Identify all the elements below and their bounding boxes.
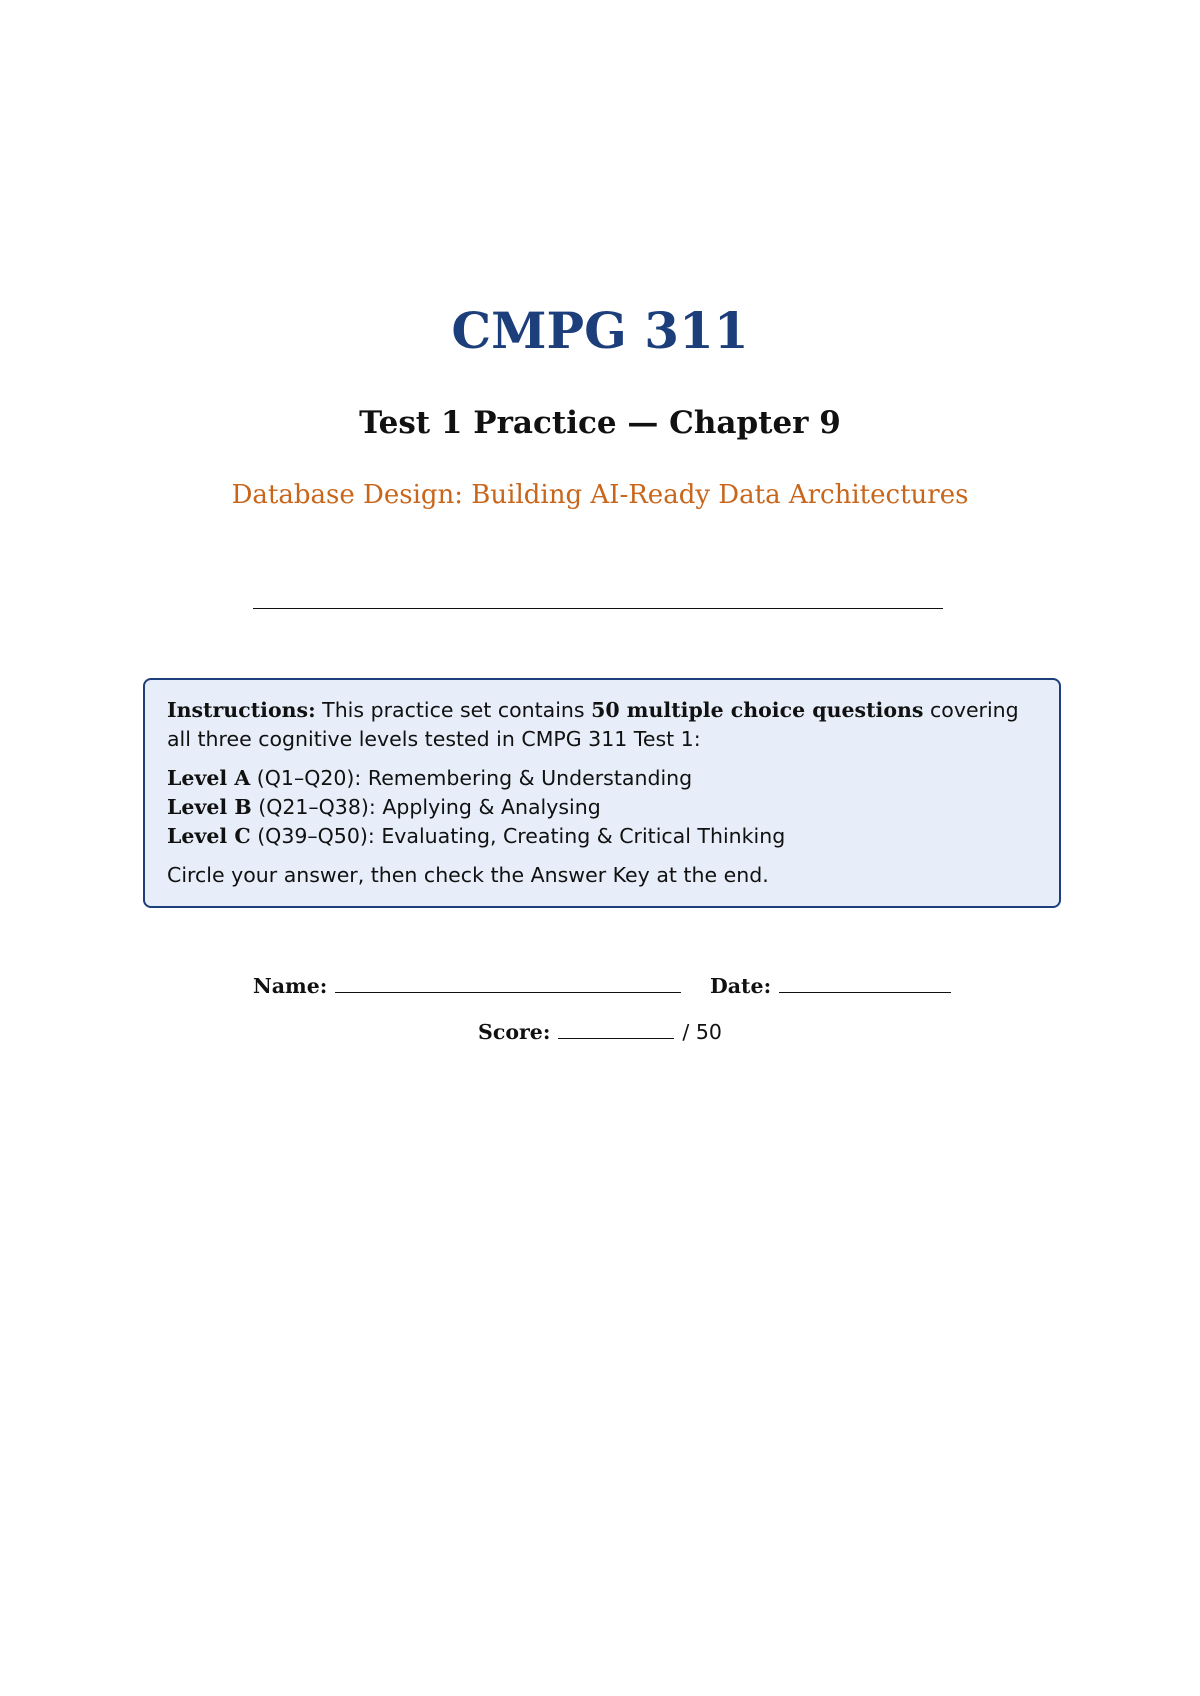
instructions-question-count: 50 multiple choice questions <box>591 698 924 722</box>
level-description: Applying & Analysing <box>382 795 601 819</box>
score-blank-line[interactable] <box>558 1018 674 1039</box>
name-field-group <box>253 972 681 998</box>
level-description: Evaluating, Creating & Critical Thinking <box>381 824 786 848</box>
score-label: Score: <box>478 1020 551 1044</box>
name-blank-line[interactable] <box>335 972 681 993</box>
course-code-title: CMPG 311 <box>451 301 749 360</box>
level-line-c <box>167 822 1037 851</box>
level-range: (Q21–Q38): <box>258 795 376 819</box>
instructions-label: Instructions: <box>167 698 316 722</box>
chapter-subtitle: Database Design: Building AI-Ready Data Architectures <box>231 480 969 510</box>
name-label: Name: <box>253 974 328 998</box>
instructions-intro-post: covering all three cognitive levels tested in CMPG 311 Test 1: <box>167 698 1019 751</box>
student-fields-row <box>253 972 953 1006</box>
instructions-intro <box>167 696 1037 754</box>
level-line-b <box>167 793 1037 822</box>
level-line-a <box>167 764 1037 793</box>
instructions-intro-pre: This practice set contains <box>322 698 585 722</box>
test-title: Test 1 Practice — Chapter 9 <box>359 405 841 441</box>
level-name: Level B <box>167 795 252 819</box>
level-range: (Q39–Q50): <box>257 824 375 848</box>
date-field-group <box>710 972 951 998</box>
score-total: / 50 <box>682 1020 722 1044</box>
level-description: Remembering & Understanding <box>367 766 693 790</box>
date-blank-line[interactable] <box>779 972 951 993</box>
level-name: Level A <box>167 766 251 790</box>
level-range: (Q1–Q20): <box>256 766 362 790</box>
score-field-row <box>0 1018 1200 1044</box>
title-divider <box>253 608 943 609</box>
instructions-closing: Circle your answer, then check the Answer Key at the end. <box>167 863 769 887</box>
date-label: Date: <box>710 974 772 998</box>
levels-list <box>167 764 1037 851</box>
instructions-box <box>143 678 1061 908</box>
level-name: Level C <box>167 824 251 848</box>
